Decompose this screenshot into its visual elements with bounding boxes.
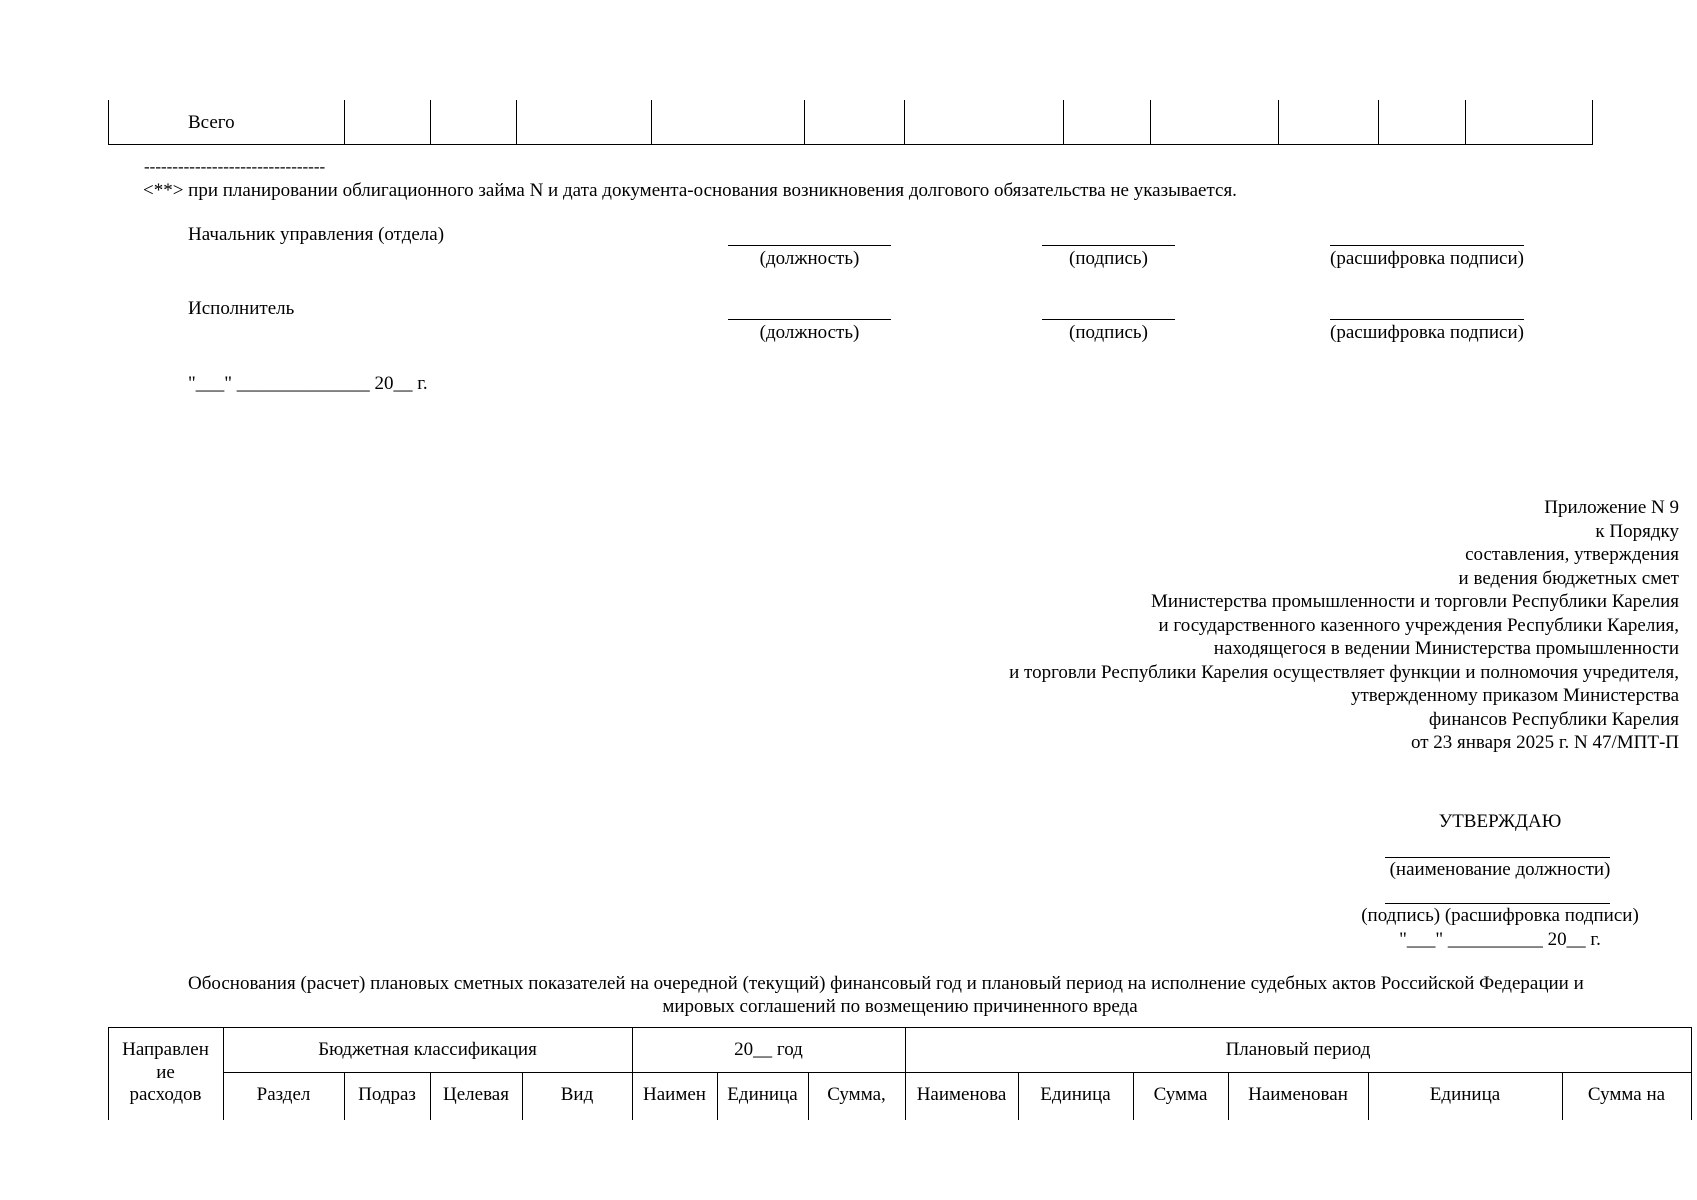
position-line [1385, 857, 1610, 858]
decoding-line [1330, 245, 1524, 246]
signature-line [1042, 245, 1175, 246]
approve-title: УТВЕРЖДАЮ [1438, 811, 1562, 832]
table-border [516, 100, 517, 144]
signature-line [1385, 903, 1610, 904]
approve-signature-caption: (подпись) (расшифровка подписи) [1361, 905, 1639, 926]
header-sum: Сумма, [827, 1084, 886, 1105]
header-name: Наименова [916, 1084, 1007, 1105]
decoding-caption: (расшифровка подписи) [1330, 322, 1524, 343]
table-border [1691, 1027, 1692, 1120]
position-line [728, 245, 891, 246]
header-sum: Сумма на [1587, 1084, 1666, 1105]
table-border [1150, 100, 1151, 144]
appendix-line: утвержденному приказом Министерства [1350, 685, 1679, 706]
table-border [1465, 100, 1466, 144]
calculation-table [108, 1027, 1692, 1120]
appendix-line: Приложение N 9 [1544, 497, 1679, 518]
appendix-line: финансов Республики Карелия [1428, 708, 1679, 730]
header-year: 20__ год [734, 1039, 803, 1060]
header-subsection: Подраз [358, 1084, 416, 1105]
appendix-line: и ведения бюджетных смет [1458, 567, 1679, 589]
position-caption: (должность) [759, 248, 860, 269]
header-sum: Сумма [1153, 1084, 1208, 1105]
header-section: Раздел [256, 1084, 311, 1105]
signature-caption: (подпись) [1069, 322, 1148, 343]
table-border [1063, 100, 1064, 144]
header-direction-3: расходов [129, 1084, 202, 1105]
footnote-separator: -------------------------------- [144, 157, 326, 176]
header-direction-2: ие [156, 1062, 175, 1083]
decoding-caption: (расшифровка подписи) [1330, 248, 1524, 269]
appendix-line: к Порядку [1595, 520, 1679, 542]
position-line [728, 319, 891, 320]
decoding-line [1330, 319, 1524, 320]
footnote-text: <**> при планировании облигационного займа N и дата документа-основания возникновения долгового обязательства не указывается. [143, 180, 1237, 201]
table-border [804, 100, 805, 144]
table-border [1278, 100, 1279, 144]
heading-line-2: мировых соглашений по возмещению причиненного вреда [662, 996, 1138, 1017]
header-name: Наимен [643, 1084, 706, 1105]
table-border [108, 1027, 1692, 1028]
total-label: Всего [188, 112, 235, 133]
header-target: Целевая [443, 1084, 509, 1105]
head-label: Начальник управления (отдела) [188, 224, 445, 245]
signature-line [1042, 319, 1175, 320]
signature-caption: (подпись) [1069, 248, 1148, 269]
table-border [108, 100, 109, 144]
appendix-line: Министерства промышленности и торговли Республики Карелия [1151, 591, 1679, 612]
table-border [223, 1072, 1692, 1073]
header-name: Наименован [1248, 1084, 1348, 1105]
appendix-line: находящегося в ведении Министерства промышленности [1213, 638, 1679, 659]
header-unit: Единица [1040, 1084, 1111, 1105]
header-budget-classification: Бюджетная классификация [318, 1039, 537, 1060]
signature-date: "___" ______________ 20__ г. [188, 373, 428, 394]
appendix-line: и торговли Республики Карелия осуществляет функции и полномочия учредителя, [1009, 661, 1679, 683]
approve-position-caption: (наименование должности) [1389, 859, 1611, 880]
table-border [1378, 100, 1379, 144]
table-border [430, 100, 431, 144]
header-planning-period: Плановый период [1225, 1039, 1371, 1060]
appendix-line: и государственного казенного учреждения Республики Карелия, [1158, 614, 1679, 636]
header-unit: Единица [727, 1084, 798, 1105]
appendix-line: от 23 января 2025 г. N 47/МПТ-П [1410, 732, 1679, 753]
top-table [108, 100, 1593, 145]
appendix-line: составления, утверждения [1465, 544, 1679, 565]
appendix-block [1009, 496, 1679, 755]
table-border [651, 100, 652, 144]
header-unit: Единица [1429, 1084, 1501, 1105]
heading-line-1: Обоснования (расчет) плановых сметных показателей на очередной (текущий) финансовый год и плановый период на исполнение судебных актов Российской Федерации и [188, 973, 1584, 994]
header-direction-1: Направлен [122, 1039, 209, 1060]
table-border [904, 100, 905, 144]
table-border [1592, 100, 1593, 144]
position-caption: (должность) [759, 322, 860, 343]
executor-label: Исполнитель [188, 298, 295, 319]
header-type: Вид [560, 1084, 594, 1105]
approve-date: "___" __________ 20__ г. [1399, 929, 1601, 950]
table-border [344, 100, 345, 144]
